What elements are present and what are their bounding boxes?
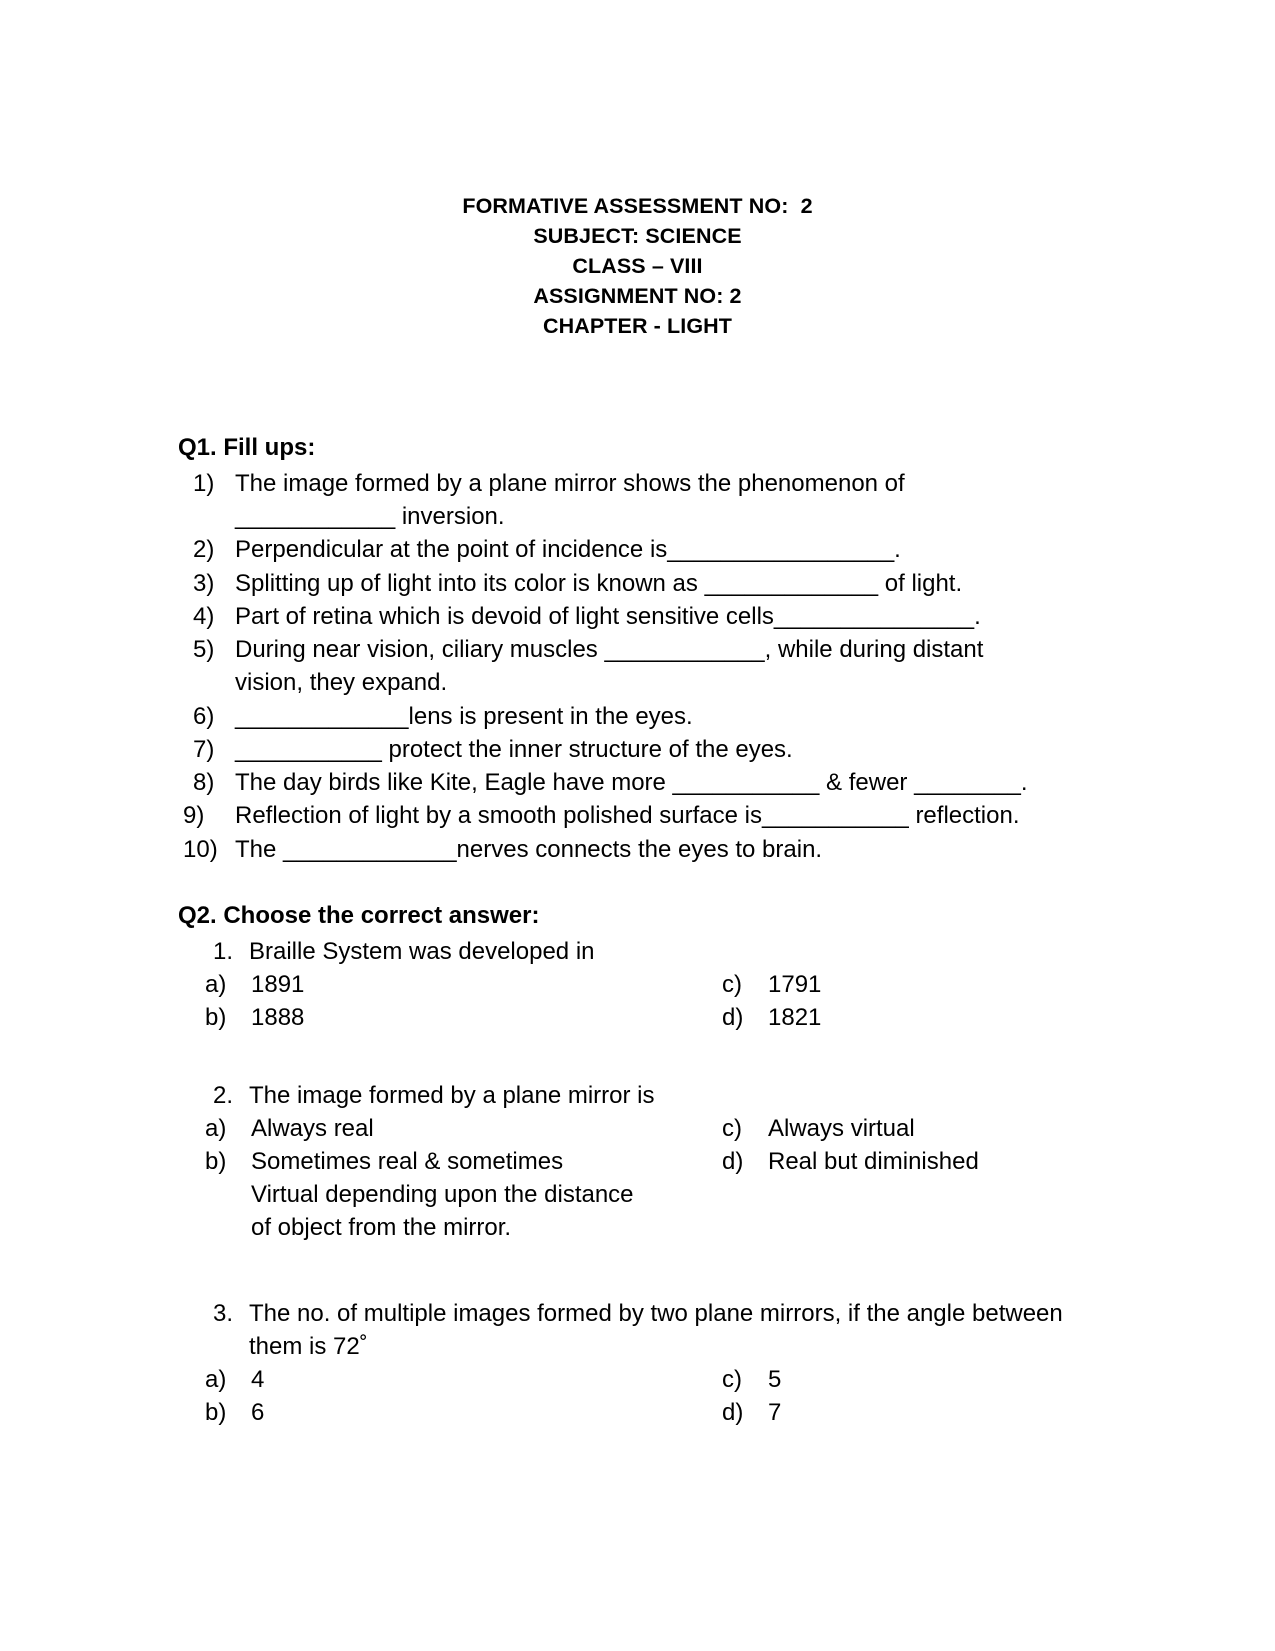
mcq-option-text: 1821 [768, 1004, 822, 1032]
mcq-option-text: Real but diminished [768, 1147, 979, 1175]
mcq-option-label: c) [722, 1366, 742, 1394]
mcq-option-text: Always real [251, 1114, 374, 1142]
fill-up-text: Reflection of light by a smooth polished surface is___________ reflection. [235, 802, 1020, 830]
mcq-number: 1. [213, 937, 234, 965]
mcq-option-c[interactable] [722, 1112, 1275, 1145]
mcq-option-a[interactable] [205, 1363, 722, 1396]
spacer [0, 1245, 1275, 1297]
mcq-option-label: a) [205, 1114, 227, 1142]
mcq-option-text: Always virtual [768, 1114, 915, 1142]
mcq-option-d[interactable] [722, 1145, 1275, 1178]
fill-up-text [235, 633, 1095, 699]
fill-up-marker: 6) [193, 702, 215, 730]
mcq-options-1 [0, 968, 1275, 1034]
fill-up-text-line-2: ____________ inversion. [235, 503, 505, 531]
fill-ups-list [0, 467, 1275, 866]
mcq-option-b[interactable] [205, 1396, 722, 1429]
fill-up-item-8 [0, 766, 1275, 799]
fill-up-marker: 2) [193, 536, 215, 564]
mcq-option-b[interactable] [205, 1001, 722, 1034]
q2-heading: Q2. Choose the correct answer: [178, 901, 540, 929]
mcq-option-row [205, 1363, 1275, 1396]
header-line-assessment: FORMATIVE ASSESSMENT NO: 2 [462, 194, 813, 218]
mcq-block-1 [0, 935, 1275, 1035]
mcq-stem-3 [0, 1297, 1275, 1363]
fill-up-item-10 [0, 833, 1275, 866]
mcq-option-text: 4 [251, 1366, 265, 1394]
mcq-stem-text-line-2: between them is 72˚ [249, 1299, 1063, 1360]
fill-up-item-9 [0, 799, 1275, 832]
header-line-chapter: CHAPTER - LIGHT [542, 314, 733, 338]
mcq-option-row [205, 1001, 1275, 1034]
mcq-block-3 [0, 1297, 1275, 1430]
mcq-stem-1 [0, 935, 1275, 968]
mcq-option-row [205, 1145, 1275, 1178]
mcq-option-text: 1891 [251, 971, 305, 999]
mcq-option-label: a) [205, 1366, 227, 1394]
mcq-option-label: c) [722, 1114, 742, 1142]
mcq-option-text: 5 [768, 1366, 782, 1394]
mcq-option-label: b) [205, 1399, 227, 1427]
mcq-option-text: 7 [768, 1399, 782, 1427]
fill-up-text: Perpendicular at the point of incidence is_________________. [235, 536, 901, 564]
fill-up-item-5 [0, 633, 1275, 699]
mcq-options-3 [0, 1363, 1275, 1429]
mcq-option-text: Sometimes real & sometimes [251, 1147, 564, 1175]
mcq-stem-text [249, 1297, 1079, 1363]
mcq-option-text: 1888 [251, 1004, 305, 1032]
fill-up-item-4 [0, 600, 1275, 633]
fill-up-item-2 [0, 533, 1275, 566]
fill-up-item-3 [0, 567, 1275, 600]
mcq-option-label: d) [722, 1147, 744, 1175]
fill-up-text: The _____________nerves connects the eyes to brain. [235, 835, 823, 863]
mcq-option-d[interactable] [722, 1001, 1275, 1034]
mcq-number: 3. [213, 1299, 234, 1327]
fill-up-text-line-1: During near vision, ciliary muscles ____________, while during distant [235, 636, 984, 664]
fill-up-text: Splitting up of light into its color is known as _____________ of light. [235, 569, 963, 597]
mcq-stem-text: Braille System was developed in [249, 937, 595, 965]
fill-up-marker: 5) [193, 636, 215, 664]
fill-up-marker: 4) [193, 602, 215, 630]
fill-up-text: _____________lens is present in the eyes. [235, 702, 693, 730]
header-line-assignment: ASSIGNMENT NO: 2 [533, 284, 742, 308]
mcq-option-text: 6 [251, 1399, 265, 1427]
fill-up-text [235, 467, 1095, 533]
mcq-option-row [205, 1112, 1275, 1145]
fill-up-text: The day birds like Kite, Eagle have more ___________ & fewer ________. [235, 769, 1028, 797]
mcq-stem-2 [0, 1079, 1275, 1112]
fill-up-marker: 10) [183, 835, 218, 863]
document-header [0, 0, 1275, 338]
mcq-option-label: b) [205, 1004, 227, 1032]
fill-up-marker: 7) [193, 735, 215, 763]
fill-up-marker: 3) [193, 569, 215, 597]
fill-up-marker: 9) [183, 802, 205, 830]
header-line-subject: SUBJECT: SCIENCE [533, 224, 742, 248]
fill-up-text: ___________ protect the inner structure of the eyes. [235, 735, 793, 763]
mcq-option-label: a) [205, 971, 227, 999]
question-1-section [0, 346, 1275, 866]
mcq-option-a[interactable] [205, 968, 722, 1001]
spacer [0, 1035, 1275, 1079]
q1-heading: Q1. Fill ups: [178, 434, 316, 461]
mcq-option-row [205, 968, 1275, 1001]
mcq-option-label: d) [722, 1399, 744, 1427]
mcq-option-c[interactable] [722, 968, 1275, 1001]
fill-up-text-line-1: The image formed by a plane mirror shows the phenomenon of [235, 470, 905, 497]
mcq-option-b[interactable] [205, 1145, 722, 1178]
mcq-block-2 [0, 1079, 1275, 1245]
fill-up-marker: 8) [193, 769, 215, 797]
fill-up-text: Part of retina which is devoid of light sensitive cells_______________. [235, 602, 981, 630]
mcq-option-c[interactable] [722, 1363, 1275, 1396]
mcq-option-a[interactable] [205, 1112, 722, 1145]
fill-up-item-1 [0, 467, 1275, 533]
mcq-option-text: 1791 [768, 971, 822, 999]
fill-up-marker: 1) [193, 470, 215, 497]
mcq-stem-text: The image formed by a plane mirror is [249, 1081, 655, 1109]
mcq-stem-text-line-1: The no. of multiple images formed by two plane mirrors, if the angle [249, 1299, 966, 1327]
mcq-option-label: c) [722, 971, 742, 999]
mcq-option-row [205, 1396, 1275, 1429]
mcq-option-label: d) [722, 1004, 744, 1032]
fill-up-item-6 [0, 700, 1275, 733]
fill-up-text-line-2: vision, they expand. [235, 669, 448, 697]
question-2-section [0, 866, 1275, 1430]
mcq-option-label: b) [205, 1147, 227, 1175]
fill-up-item-7 [0, 733, 1275, 766]
mcq-option-d[interactable] [722, 1396, 1275, 1429]
mcq-option-b-continuation-line-1: Virtual depending upon the distance [251, 1181, 634, 1209]
mcq-options-2 [0, 1112, 1275, 1245]
mcq-option-b-continuation-line-2: of object from the mirror. [251, 1214, 512, 1242]
mcq-number: 2. [213, 1081, 234, 1109]
header-line-class: CLASS – VIII [572, 254, 703, 278]
